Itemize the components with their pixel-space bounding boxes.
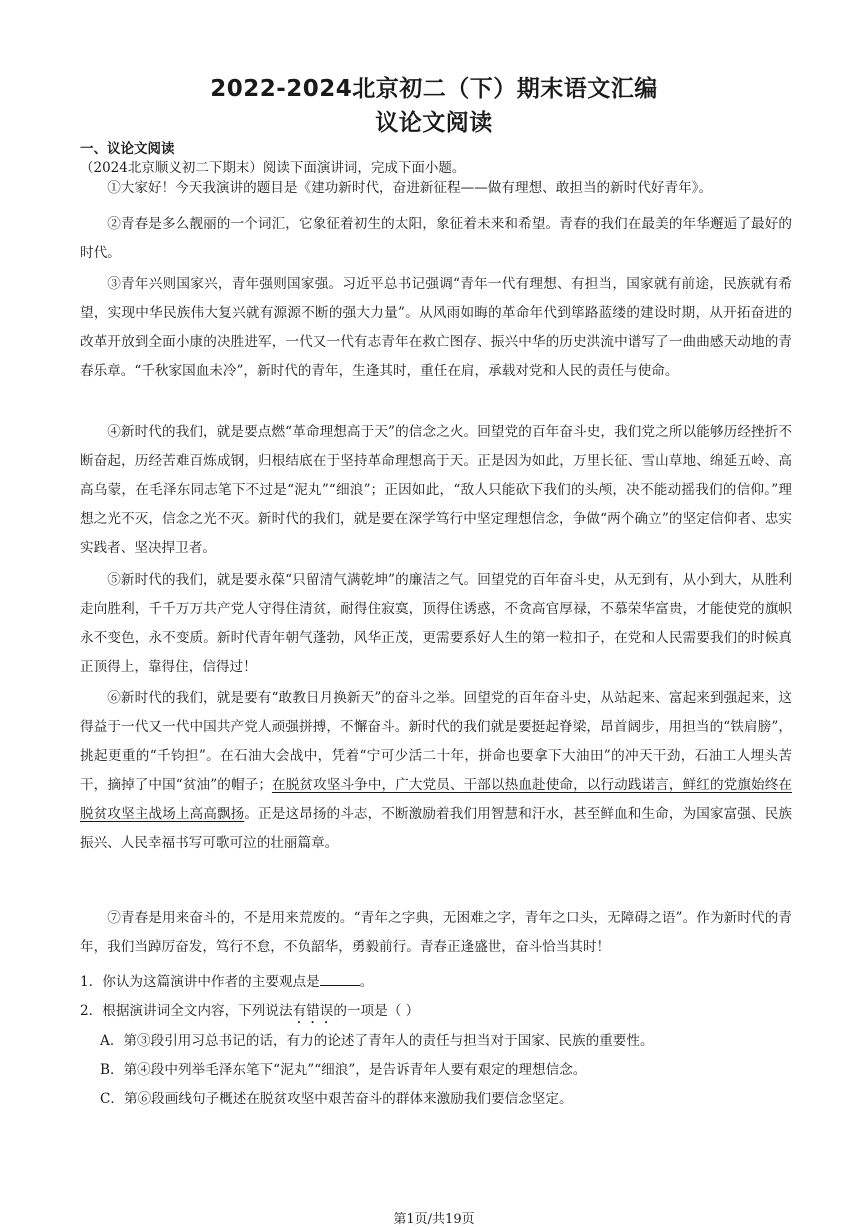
paragraph-6 — [80, 684, 792, 858]
paragraph-6-text-after: 。正是这昂扬的斗志，不断激励着我们用智慧和汗水，甚至鲜血和生命，为国家富强、民族振兴、人民幸福书写可歌可泣的壮丽篇章。 — [80, 806, 793, 851]
answer-blank[interactable] — [320, 971, 360, 986]
document-subtitle: 议论文阅读 — [375, 110, 493, 136]
question-2 — [80, 999, 419, 1027]
option-a[interactable]: A．第③段引用习总书记的话，有力的论述了青年人的责任与担当对于国家、民族的重要性。 — [100, 1033, 654, 1049]
underlined-sentence: 在脱贫攻坚斗争中，广大党员、干部以热血赴使命，以行动践诺言，鲜红的党旗始终在脱贫攻坚主战场上高高飘扬 — [80, 777, 792, 822]
source-note: （2024北京顺义初二下期末）阅读下面演讲词，完成下面小题。 — [80, 160, 466, 176]
document-title: 2022-2024北京初二（下）期末语文汇编 — [210, 76, 658, 102]
paragraph-2: ②青春是多么靓丽的一个词汇，它象征着初生的太阳，象征着未来和希望。青春的我们在最美的年华邂逅了最好的时代。 — [80, 216, 792, 261]
question-2-suffix: 的一项是（ ） — [333, 1003, 420, 1019]
paragraph-3: ③青年兴则国家兴，青年强则国家强。习近平总书记强调“青年一代有理想、有担当，国家就有前途，民族就有希望，实现中华民族伟大复兴就有源源不断的强大力量”。从风雨如晦的革命年代到筚路蓝缕的建设时期，从开拓奋进的改革开放到全面小康的决胜进军，一代又一代有志青年在救亡图存、振兴中华的历史洪流中谱写了一曲曲感天动地的青春乐章。“千秋家国血未冷”，新时代的青年，生逢其时，重任在肩，承载对党和人民的责任与使命。 — [80, 276, 792, 379]
paragraph-6-text-before: ⑥新时代的我们，就是要有“敢教日月换新天”的奋斗之举。回望党的百年奋斗史，从站起来、富起来到强起来，这得益于一代又一代中国共产党人顽强拼搏，不懈奋斗。新时代的我们就是要挺起脊梁，昂首阔步，用担当的“铁肩膀”，挑起更重的“千钧担”。在石油大会战中，凭着“宁可少活二十年，拼命也要拿下大油田”的冲天干劲，石油工人埋头苦干，摘掉了中国“贫油”的帽子； — [80, 690, 792, 793]
option-c[interactable]: C．第⑥段画线句子概述在脱贫攻坚中艰苦奋斗的群体来激励我们要信念坚定。 — [100, 1091, 573, 1107]
page-number: 第1页/共19页 — [393, 1212, 475, 1227]
question-1 — [80, 970, 373, 990]
paragraph-4: ④新时代的我们，就是要点燃“革命理想高于天”的信念之火。回望党的百年奋斗史，我们党之所以能够历经挫折不断奋起，历经苦难百炼成钢，归根结底在于坚持革命理想高于天。正是因为如此，万里长征、雪山草地、绵延五岭、高高乌蒙，在毛泽东同志笔下不过是“泥丸”“细浪”；正因如此，“敌人只能砍下我们的头颅，决不能动摇我们的信仰。”理想之光不灭，信念之光不灭。新时代的我们，就是要在深学笃行中坚定理想信念，争做“两个确立”的坚定信仰者、忠实实践者、坚决捍卫者。 — [80, 424, 792, 556]
question-2-prefix: 2．根据演讲词全文内容，下列说法 — [80, 1003, 293, 1019]
question-2-emphasis: 有错误 — [292, 1003, 334, 1019]
paragraph-1: ①大家好！今天我演讲的题目是《建功新时代，奋进新征程——做有理想、敢担当的新时代好青年》。 — [107, 180, 713, 196]
question-1-text: 1．你认为这篇演讲中作者的主要观点是 — [80, 974, 320, 990]
option-b[interactable]: B．第④段中列举毛泽东笔下“泥丸”“细浪”，是告诉青年人要有艰定的理想信念。 — [100, 1062, 587, 1078]
section-heading: 一、议论文阅读 — [80, 141, 175, 157]
question-1-end: 。 — [359, 974, 374, 990]
paragraph-7: ⑦青春是用来奋斗的，不是用来荒废的。“青年之字典，无困难之字，青年之口头，无障碍之语”。作为新时代的青年，我们当踔厉奋发，笃行不怠，不负韶华，勇毅前行。青春正逢盛世，奋斗恰当其时！ — [80, 910, 792, 955]
paragraph-5: ⑤新时代的我们，就是要永葆“只留清气满乾坤”的廉洁之气。回望党的百年奋斗史，从无到有，从小到大，从胜利走向胜利，千千万万共产党人守得住清贫，耐得住寂寞，顶得住诱惑，不贪高官厚禄，不慕荣华富贵，才能使党的旗帜永不变色，永不变质。新时代青年朝气蓬勃，风华正茂，更需要系好人生的第一粒扣子，在党和人民需要我们的时候真正顶得上，靠得住，信得过！ — [80, 572, 792, 675]
